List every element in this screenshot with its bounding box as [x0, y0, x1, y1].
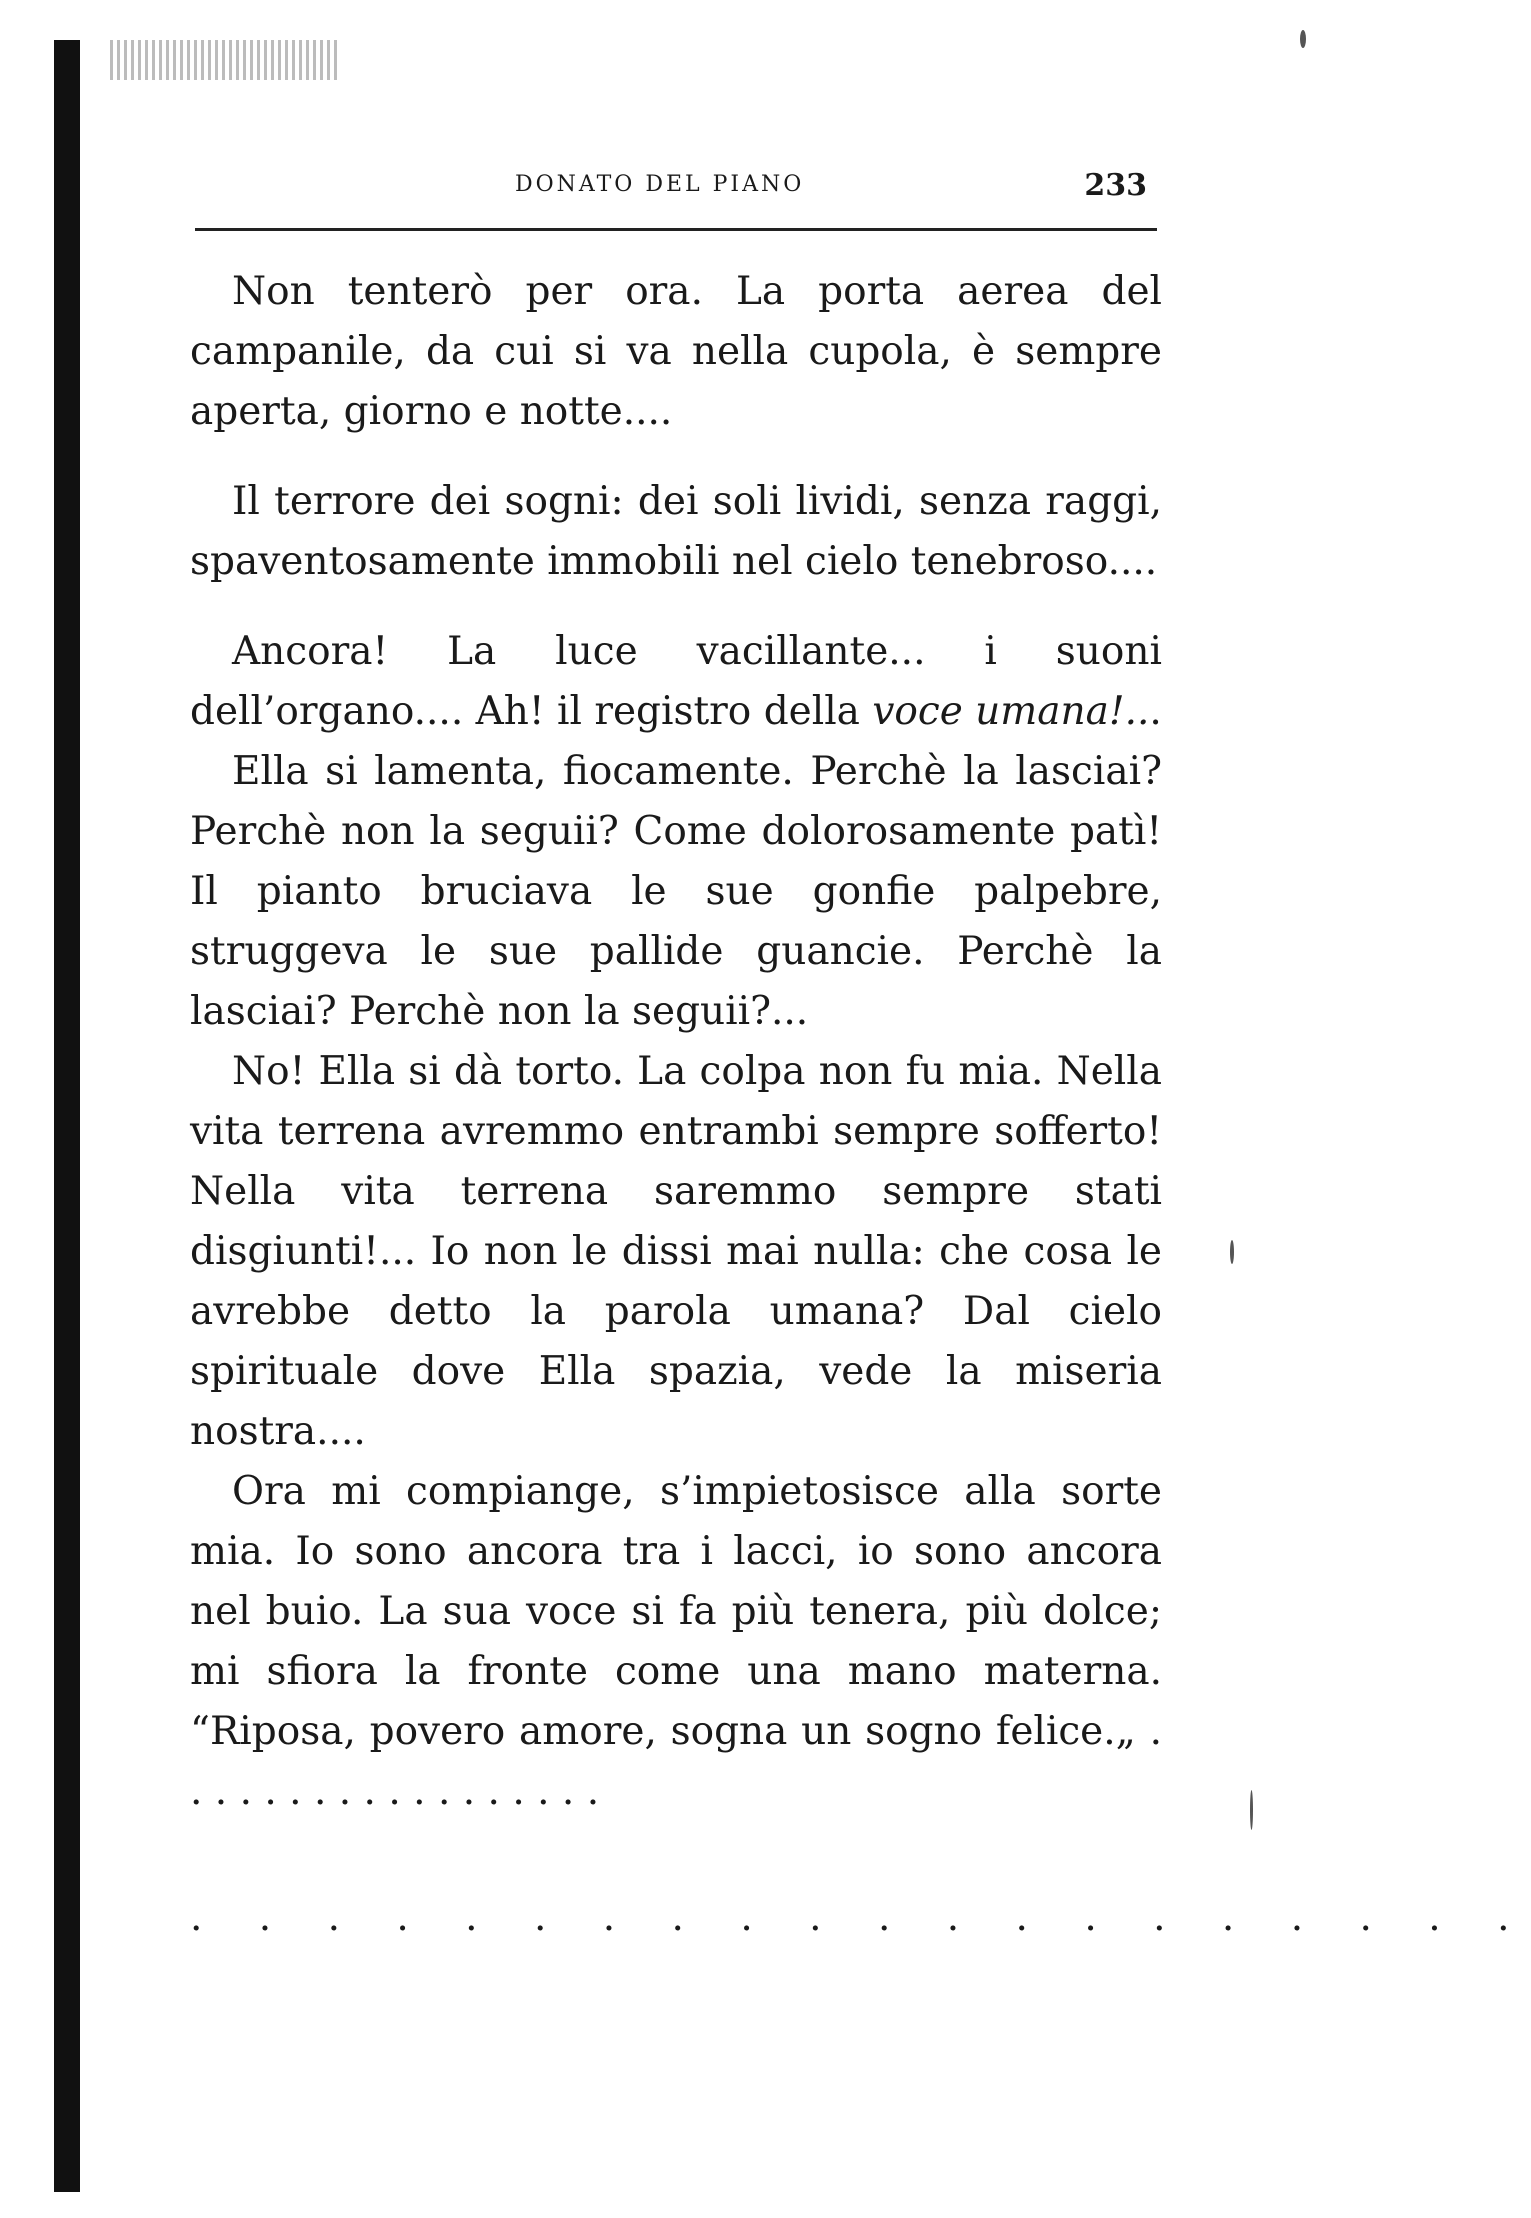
paragraph-5: No! Ella si dà torto. La colpa non fu mia. Nella vita terrena avremmo entrambi sempre sofferto! Nella vita terrena saremmo sempre stati disgiunti!... Io non le dissi mai nulla: che cosa le avrebbe detto la parola umana? Dal cielo spirituale dove Ella spazia, vede la miseria nostra....: [190, 1049, 1162, 1454]
scan-speck: [1250, 1790, 1253, 1830]
paragraph-4: Ella si lamenta, fiocamente. Perchè la lasciai? Perchè non la seguii? Come dolorosamente patì! Il pianto bruciava le sue gonfie palpebre, struggeva le sue pallide guancie. Perchè la lasciai? Perchè non la seguii?...: [190, 749, 1162, 1034]
body-text: [190, 262, 1162, 1822]
running-head: [195, 168, 1157, 204]
page-number: 233: [1084, 168, 1147, 203]
scan-speck: [1300, 30, 1306, 48]
italic-phrase: voce umana!..: [872, 689, 1150, 734]
page-binding-edge: [54, 40, 80, 2192]
paragraph-6: Ora mi compiange, s’impietosisce alla sorte mia. Io sono ancora tra i lacci, io sono ancora nel buio. La sua voce si fa più tenera, più dolce; mi sfiora la fronte come una mano materna. “Riposa, povero amore, sogna un sogno felice.„ . . . . . . . . . . . . . . . . . .: [190, 1469, 1162, 1814]
paragraph-3-end: .: [1149, 689, 1162, 734]
header-rule: [195, 228, 1157, 231]
paragraph-3-text: Ancora! La luce vacillante... i suoni dell’organo.... Ah! il registro della: [190, 629, 1162, 734]
scan-smudge: [110, 40, 340, 80]
scan-speck: [1230, 1240, 1234, 1264]
paragraph-3: [190, 622, 1162, 742]
paragraph-1: Non tenterò per ora. La porta aerea del campanile, da cui si va nella cupola, è sempre aperta, giorno e notte....: [190, 269, 1162, 434]
running-title: DONATO DEL PIANO: [515, 172, 805, 197]
paragraph-2: Il terrore dei sogni: dei soli lividi, senza raggi, spaventosamente immobili nel cielo tenebroso....: [190, 479, 1162, 584]
ellipsis-line: . . . . . . . . . . . . . . . . . . . .: [190, 1895, 1531, 1940]
